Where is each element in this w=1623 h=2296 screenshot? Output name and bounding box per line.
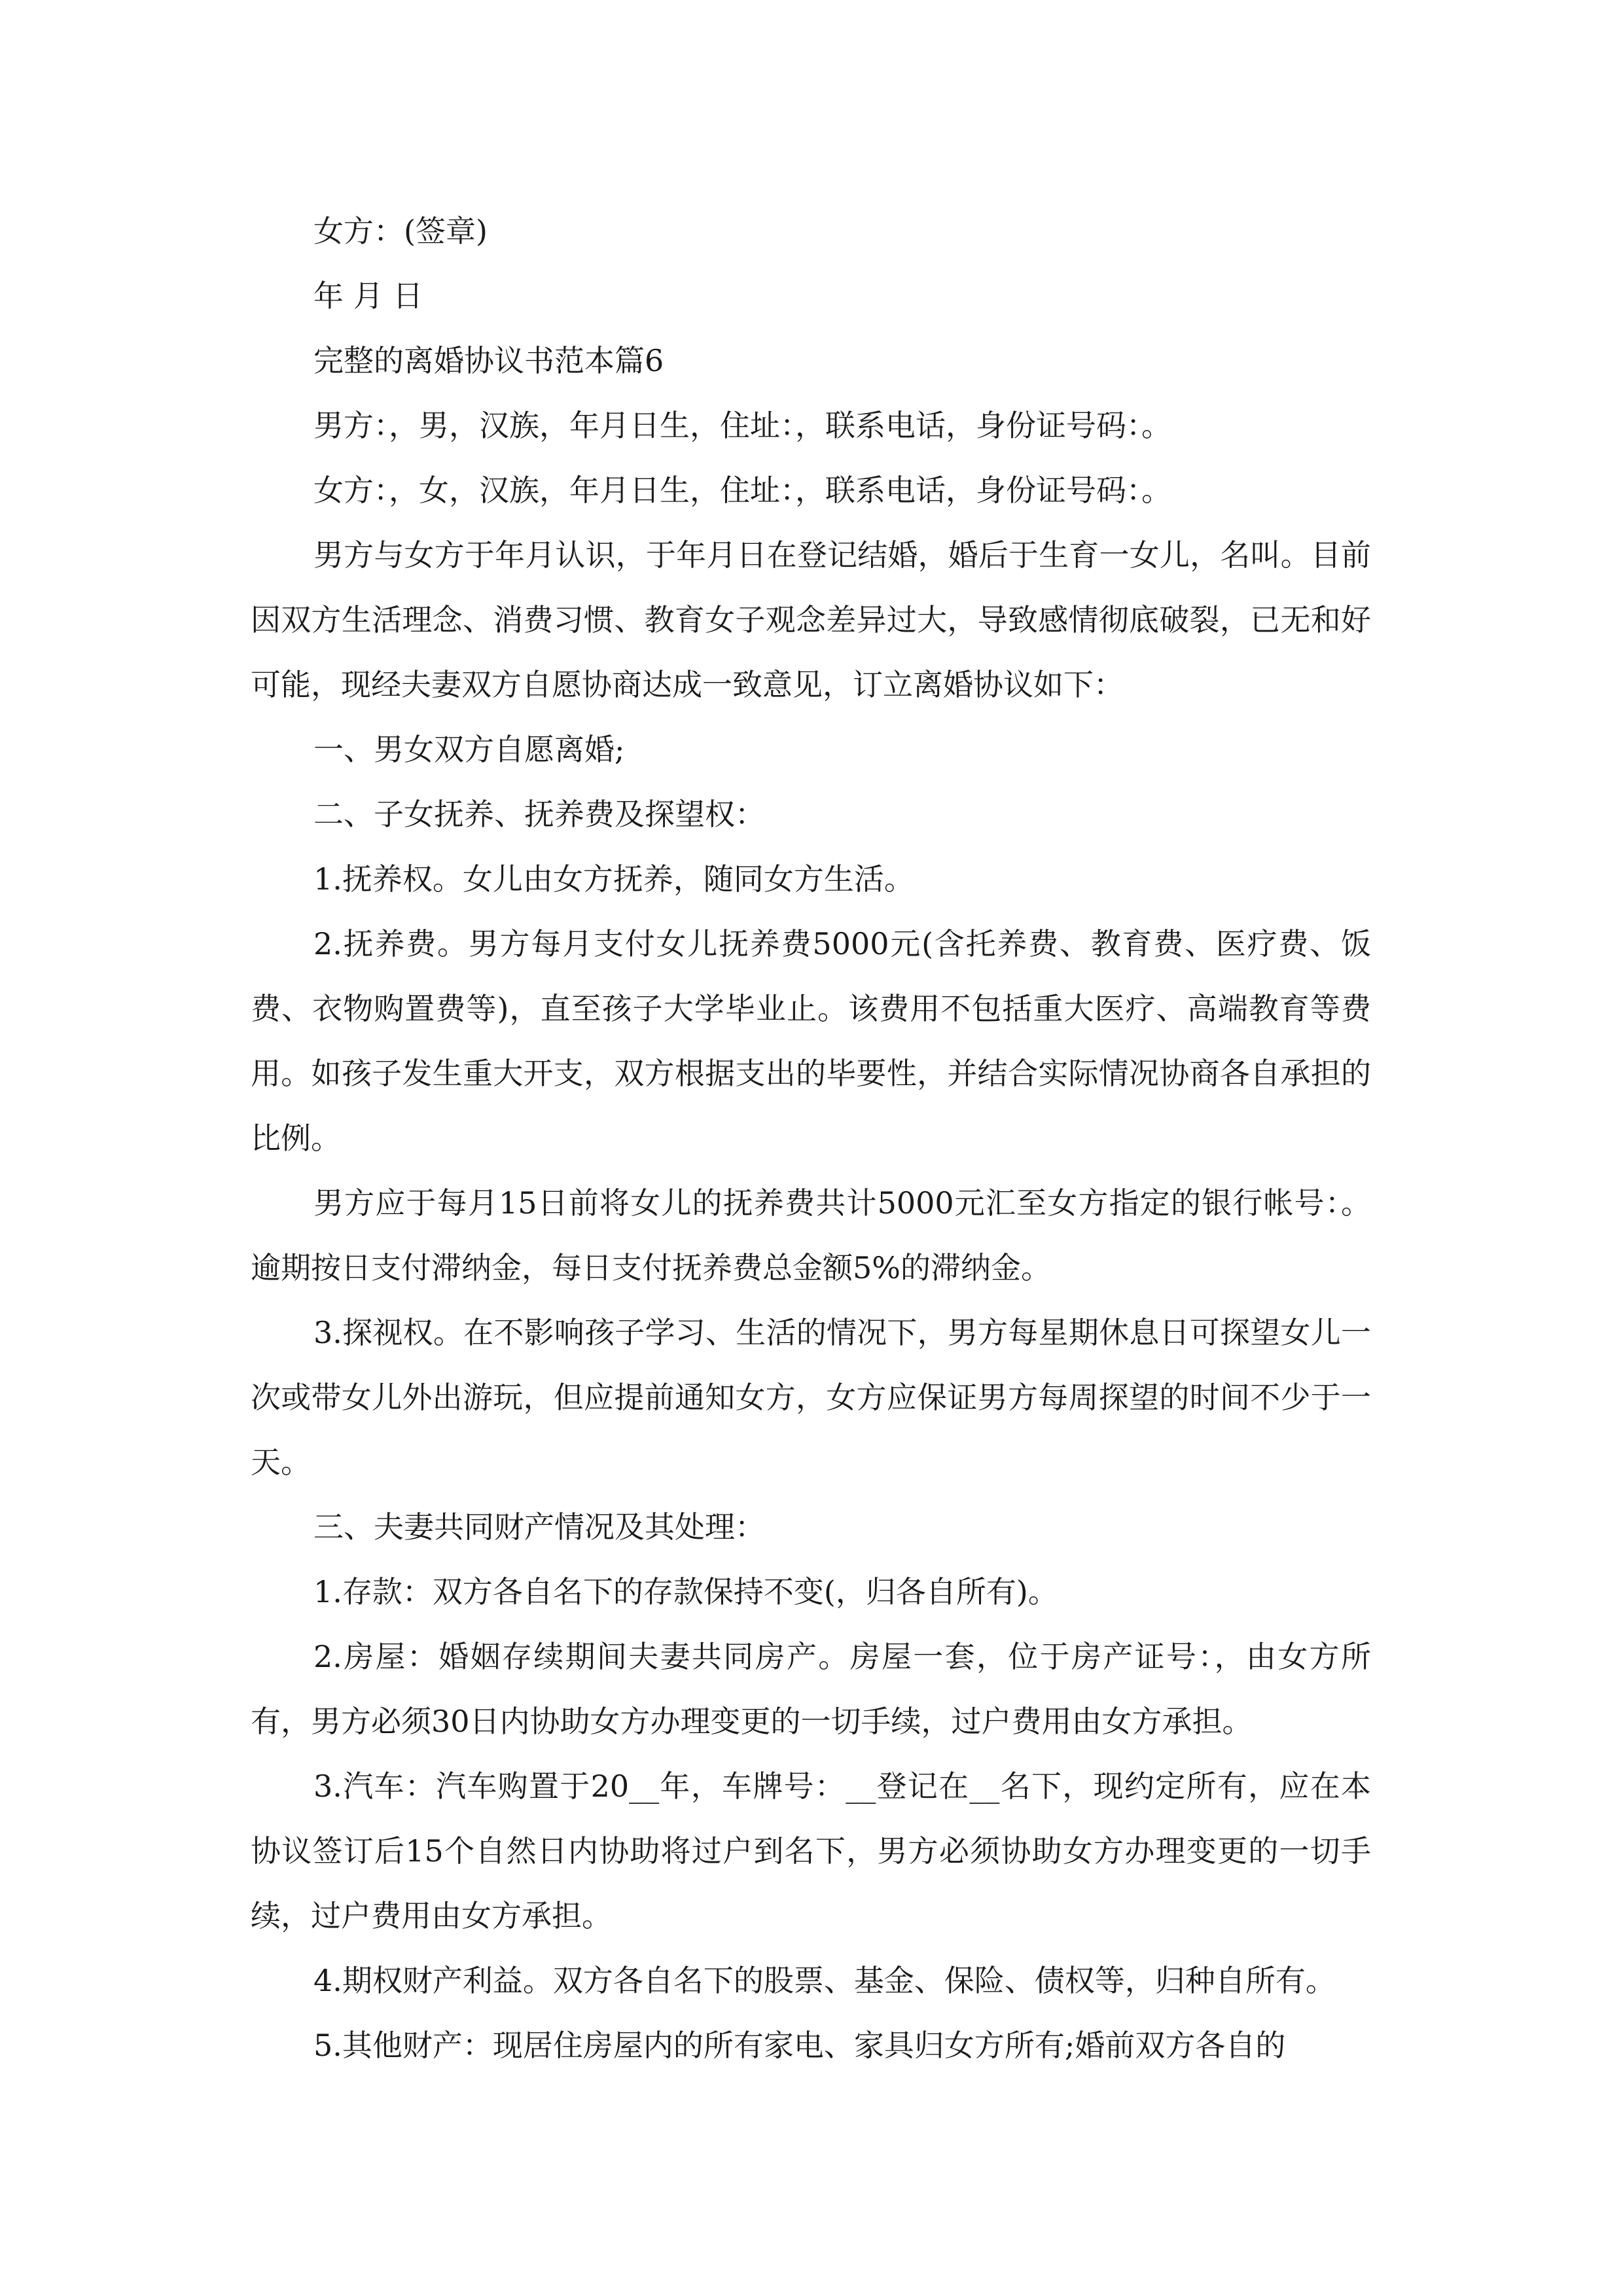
- section-title: 完整的离婚协议书范本篇6: [313, 343, 664, 378]
- date-line: 年 月 日: [313, 278, 423, 314]
- clause-3-equity: 4.期权财产利益。双方各自名下的股票、基金、保险、债权等，归种自所有。: [313, 1963, 1336, 1998]
- party-male-info: 男方：，男，汉族，年月日生，住址：，联系电话，身份证号码：。: [313, 408, 1171, 443]
- clause-2-heading: 二、子女抚养、抚养费及探望权：: [313, 797, 765, 832]
- clause-3-house: 2.房屋：婚姻存续期间夫妻共同房产。房屋一套，位于房产证号：，由女方所有，男方必须30日内协助女方办理变更的一切手续，过户费用由女方承担。: [251, 1639, 1371, 1739]
- clause-2-payment-terms: 男方应于每月15日前将女儿的抚养费共计5000元汇至女方指定的银行帐号：。逾期按日支付滞纳金，每日支付抚养费总金额5%的滞纳金。: [251, 1185, 1371, 1285]
- clause-3-other-property: 5.其他财产：现居住房屋内的所有家电、家具归女方所有;婚前双方各自的: [313, 2028, 1286, 2063]
- preamble-paragraph: 男方与女方于年月认识，于年月日在登记结婚，婚后于生育一女儿，名叫。目前因双方生活理念、消费习惯、教育女子观念差异过大，导致感情彻底破裂，已无和好可能，现经夫妻双方自愿协商达成一致意见，订立离婚协议如下：: [251, 537, 1371, 702]
- party-female-info: 女方：，女，汉族，年月日生，住址：，联系电话，身份证号码：。: [313, 473, 1171, 508]
- signature-line-female: 女方：(签章): [313, 213, 488, 249]
- clause-3-car: 3.汽车：汽车购置于20__年，车牌号：__登记在__名下，现约定所有，应在本协议签订后15个自然日内协助将过户到名下，男方必须协助女方办理变更的一切手续，过户费用由女方承担。: [251, 1768, 1371, 1933]
- clause-2-support-fee: 2.抚养费。男方每月支付女儿抚养费5000元(含托养费、教育费、医疗费、饭费、衣物购置费等)，直至孩子大学毕业止。该费用不包括重大医疗、高端教育等费用。如孩子发生重大开支，双方根据支出的毕要性，并结合实际情况协商各自承担的比例。: [251, 926, 1371, 1156]
- clause-3-heading: 三、夫妻共同财产情况及其处理：: [313, 1509, 765, 1545]
- clause-3-deposits: 1.存款：双方各自名下的存款保持不变(，归各自所有)。: [313, 1574, 1058, 1609]
- clause-1-heading: 一、男女双方自愿离婚;: [313, 732, 625, 767]
- clause-2-visitation: 3.探视权。在不影响孩子学习、生活的情况下，男方每星期休息日可探望女儿一次或带女儿外出游玩，但应提前通知女方，女方应保证男方每周探望的时间不少于一天。: [251, 1315, 1371, 1480]
- document-body: [251, 199, 1371, 2078]
- clause-2-custody: 1.抚养权。女儿由女方抚养，随同女方生活。: [313, 861, 914, 897]
